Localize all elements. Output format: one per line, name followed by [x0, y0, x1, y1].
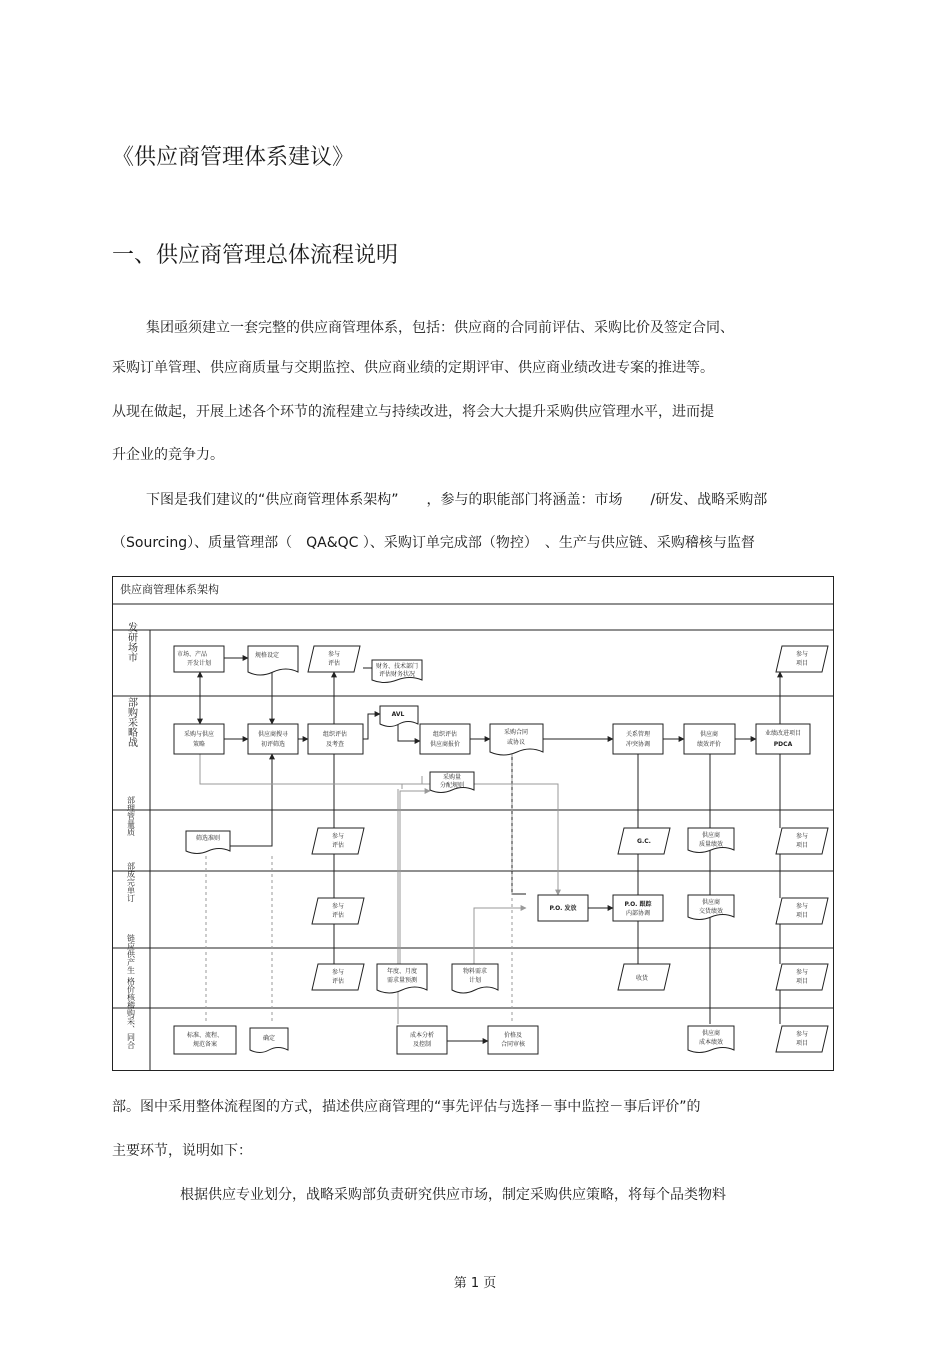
paragraph-line: 下图是我们建议的“供应商管理体系架构” ，参与的职能部门将涵盖：市场 /研发、战略采购部: [146, 492, 768, 508]
svg-text:部成完单订: 部成完单订: [126, 862, 136, 902]
svg-text:年度、月度需求量预测: 年度、月度需求量预测: [386, 968, 418, 984]
svg-text:价格及合同审核: 价格及合同审核: [500, 1032, 526, 1048]
svg-text:部理管量质: 部理管量质: [126, 796, 136, 836]
svg-text:财务、技术部门评估财务状况: 财务、技术部门评估财务状况: [375, 663, 419, 678]
eval-sc-parallelogram: [312, 964, 364, 990]
svg-text:AVL: AVL: [391, 711, 405, 718]
page-number: 第 1 页: [453, 1276, 497, 1291]
po-follow-box: [613, 895, 663, 921]
svg-text:参与项目: 参与项目: [795, 903, 809, 919]
paragraph-line: 主要环节，说明如下：: [112, 1143, 252, 1159]
svg-text:采购量分配规则: 采购量分配规则: [439, 774, 465, 789]
svg-text:采购与供应策略: 采购与供应策略: [183, 731, 215, 748]
price-review-box: [488, 1026, 538, 1054]
svg-text:采购合同或协议: 采购合同或协议: [503, 729, 529, 746]
lane-label-supply-chain: [126, 933, 136, 974]
join-project-po-parallelogram: [776, 898, 828, 924]
svg-text:组织评估供应商报价: 组织评估供应商报价: [429, 731, 461, 748]
lane-label-quality: [127, 795, 136, 837]
svg-text:收货: 收货: [635, 975, 649, 982]
section-heading: 一、供应商管理总体流程说明: [112, 243, 399, 268]
diagram-title: 供应商管理体系架构: [120, 583, 219, 596]
lane-label-market-rd: [126, 621, 138, 663]
improve-pdca-box: [756, 724, 810, 754]
join-project-rd-parallelogram: [776, 646, 828, 672]
relation-box: [613, 724, 663, 754]
document-title: 《供应商管理体系建议》: [112, 145, 355, 170]
paragraph-line: （Sourcing）、质量管理部（ QA&QC ）、采购订单完成部（物控） 、生产与供应链、采购稽核与监督: [112, 535, 755, 551]
svg-text:参与项目: 参与项目: [795, 1031, 809, 1047]
svg-text:市场、产品开发计划: 市场、产品开发计划: [176, 651, 212, 667]
svg-text:参与评估: 参与评估: [331, 903, 345, 919]
svg-text:供应商质量绩效: 供应商质量绩效: [698, 832, 724, 848]
svg-text:筛选准则: 筛选准则: [195, 835, 221, 842]
lane-label-order-fulfillment: [127, 861, 136, 902]
svg-text:物料需求计划: 物料需求计划: [462, 968, 488, 984]
paragraph-line: 从现在做起，开展上述各个环节的流程建立与持续改进，将会大大提升采购供应管理水平，进而提: [112, 404, 714, 420]
svg-text:供应商成本绩效: 供应商成本绩效: [698, 1030, 724, 1046]
svg-text:链应供产生: 链应供产生: [126, 934, 136, 974]
org-bid-box: [420, 724, 470, 754]
svg-text:部购采略战: 部购采略战: [125, 697, 137, 747]
standards-box: [174, 1026, 236, 1054]
svg-text:发研场市: 发研场市: [125, 622, 137, 662]
paragraph-line: 根据供应专业划分，战略采购部负责研究供应市场，制定采购供应策略，将每个品类物料: [180, 1187, 726, 1203]
paragraph-line: 部。图中采用整体流程图的方式，描述供应商管理的“事先评估与选择－事中监控－事后评价”的: [112, 1099, 701, 1115]
svg-text:参与项目: 参与项目: [795, 969, 809, 985]
svg-text:参与项目: 参与项目: [795, 833, 809, 849]
eval-po-parallelogram: [312, 898, 364, 924]
svg-text:格价核稽购采、同合: 格价核稽购采、同合: [126, 977, 136, 1049]
join-project-audit-parallelogram: [776, 1026, 828, 1052]
svg-text:参与评估: 参与评估: [327, 651, 341, 667]
supplier-screen-box: [248, 724, 298, 754]
svg-text:成本分析及控制: 成本分析及控制: [409, 1032, 435, 1048]
svg-text:业绩改进项目: 业绩改进项目: [764, 730, 802, 737]
eval-rd-parallelogram: [308, 646, 360, 672]
paragraph-line: 集团亟须建立一套完整的供应商管理体系，包括：供应商的合同前评估、采购比价及签定合同、: [146, 320, 734, 336]
perf-eval-box: [684, 724, 735, 754]
svg-text:参与项目: 参与项目: [795, 651, 809, 667]
cost-analysis-box: [397, 1026, 447, 1054]
svg-text:参与评估: 参与评估: [331, 969, 345, 985]
svg-text:P.O. 跟踪内部协调: P.O. 跟踪内部协调: [624, 901, 652, 917]
join-project-sc-parallelogram: [776, 964, 828, 990]
svg-text:组织评估及考查: 组织评估及考查: [322, 731, 348, 748]
org-eval-box: [308, 724, 363, 754]
svg-text:供应商搜寻初评筛选: 供应商搜寻初评筛选: [257, 731, 289, 748]
svg-text:P.O. 发放: P.O. 发放: [549, 905, 577, 912]
svg-text:G.C.: G.C.: [637, 838, 651, 845]
eval-qa-parallelogram: [312, 828, 364, 854]
paragraph-line: 升企业的竞争力。: [112, 447, 224, 463]
svg-text:关系管理冲突协调: 关系管理冲突协调: [625, 731, 651, 748]
market-plan-box: [174, 646, 224, 672]
svg-text:规格设定: 规格设定: [254, 652, 280, 659]
supplier-management-framework-diagram: [112, 576, 834, 1071]
paragraph-line: 采购订单管理、供应商质量与交期监控、供应商业绩的定期评审、供应商业绩改进专案的推进等。: [112, 360, 714, 376]
purchase-strategy-box: [174, 724, 224, 754]
join-project-qa-parallelogram: [776, 828, 828, 854]
lane-label-audit: [126, 976, 136, 1050]
svg-text:标准、流程、规范备案: 标准、流程、规范备案: [186, 1032, 224, 1048]
svg-text:供应商绩效评价: 供应商绩效评价: [696, 731, 722, 748]
lane-label-strategic-sourcing: [126, 696, 138, 748]
svg-text:PDCA: PDCA: [773, 741, 793, 748]
svg-text:确定: 确定: [262, 1035, 276, 1042]
svg-text:供应商交货绩效: 供应商交货绩效: [698, 899, 724, 915]
svg-text:参与评估: 参与评估: [331, 833, 345, 849]
